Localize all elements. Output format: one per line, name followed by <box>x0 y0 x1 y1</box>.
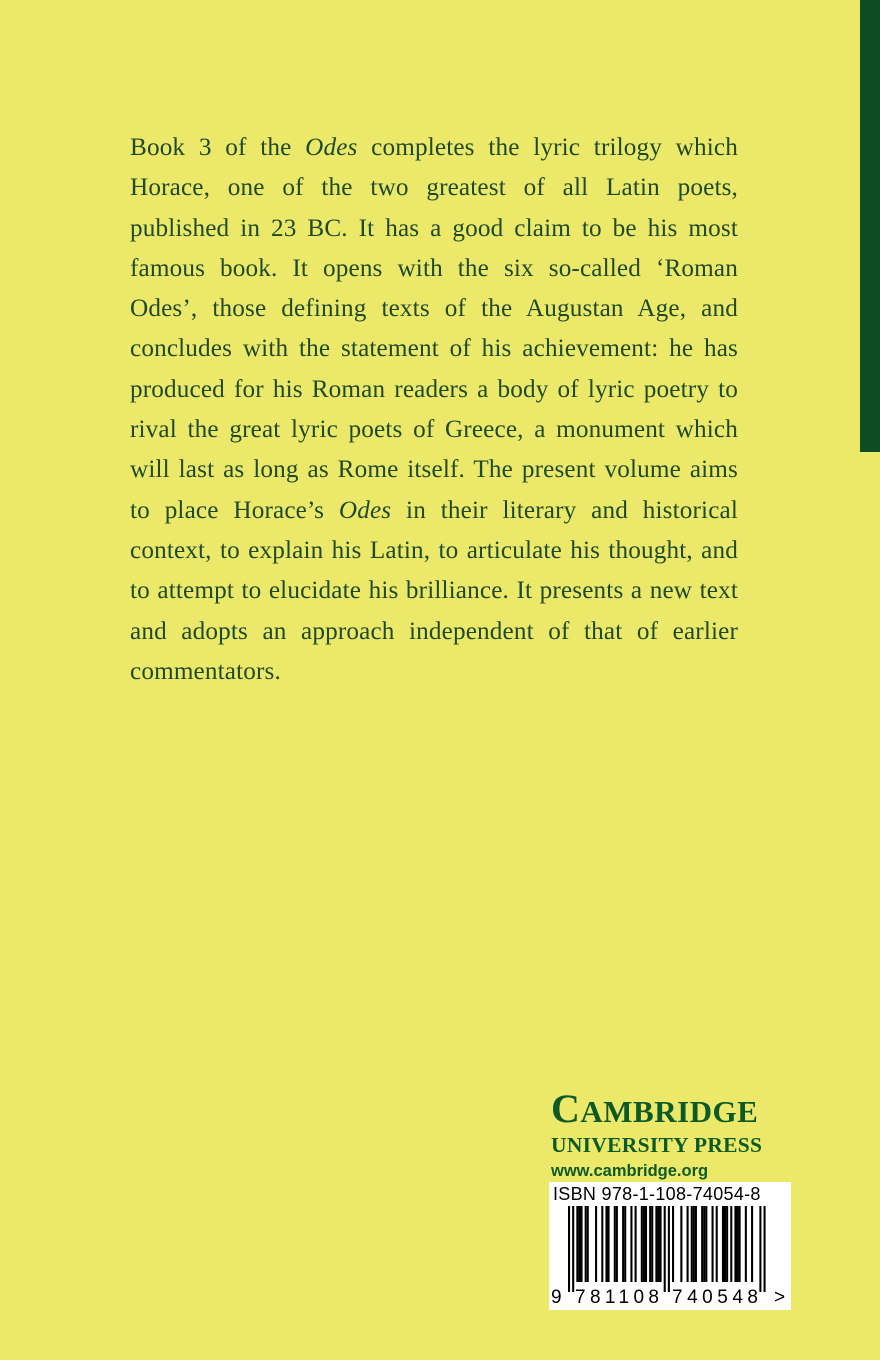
barcode-bar <box>722 1206 724 1282</box>
barcode-bar <box>622 1206 624 1282</box>
barcode-bar <box>580 1206 582 1282</box>
barcode-bar <box>695 1206 697 1282</box>
barcode-guard-bar <box>764 1206 766 1292</box>
barcode-bar <box>751 1206 753 1282</box>
barcode-bar <box>587 1206 589 1282</box>
barcode-bar <box>655 1206 657 1282</box>
barcode-bar <box>630 1206 632 1282</box>
barcode-bar <box>745 1206 747 1282</box>
publisher-name-initial: C <box>551 1086 581 1131</box>
barcode-bar <box>739 1206 741 1282</box>
publisher-name <box>551 1088 796 1133</box>
blurb-text-3: in their literary and historical context, to explain his Latin, to articulate his thought, and to attempt to elucidate his brilliance. It presents a new text and adopts an approach independent of that of earlier commentators. <box>130 496 738 685</box>
barcode-bar <box>635 1206 637 1282</box>
barcode-graphic <box>549 1182 791 1310</box>
barcode-bar <box>730 1206 732 1282</box>
barcode-right-digits: 740548 <box>672 1287 758 1308</box>
publisher-url: www.cambridge.org <box>551 1162 709 1180</box>
barcode-bar <box>624 1206 626 1282</box>
barcode-guard-bar <box>759 1206 761 1292</box>
blurb-text-1: Book 3 of the <box>130 134 306 161</box>
barcode-bar <box>608 1206 610 1282</box>
barcode-bar <box>705 1206 707 1282</box>
barcode-bar <box>585 1206 587 1282</box>
barcode-bar <box>649 1206 651 1282</box>
barcode-lead-digit: 9 <box>551 1287 562 1308</box>
barcode-bar <box>724 1206 726 1282</box>
barcode-bars <box>568 1206 766 1292</box>
isbn-label: ISBN 978-1-108-74054-8 <box>553 1184 761 1204</box>
barcode-bar <box>651 1206 653 1282</box>
barcode-bar <box>641 1206 643 1282</box>
blurb-text-2: completes the lyric trilogy which Horace, one of the two greatest of all Latin poets, published in 23 BC. It has a good claim to be his most famous book. It opens with the six so-called ‘Roman Odes’, those defining texts of the Augustan Age, and concludes with the statement of his achievement: he has produced for his Roman readers a body of lyric poetry to rival the great lyric poets of Greece, a monument which will last as long as Rome itself. The present volume aims to place Horace’s <box>130 134 738 524</box>
barcode-bar <box>645 1206 647 1282</box>
blurb-italic-title-1: Odes <box>305 134 358 161</box>
barcode-guard-bar <box>568 1206 570 1292</box>
barcode-bar <box>693 1206 695 1282</box>
barcode-bar <box>601 1206 603 1282</box>
barcode-bar <box>687 1206 689 1282</box>
barcode-bar <box>716 1206 718 1282</box>
barcode-bar <box>726 1206 728 1282</box>
barcode-bar <box>736 1206 738 1282</box>
barcode-bar <box>614 1206 616 1282</box>
isbn-barcode <box>549 1182 791 1310</box>
barcode-quiet-mark: > <box>774 1287 786 1308</box>
barcode-bar <box>703 1206 705 1282</box>
barcode-guard-bar <box>668 1206 670 1292</box>
barcode-bar <box>734 1206 736 1282</box>
barcode-bar <box>660 1206 662 1282</box>
publisher-subtitle: UNIVERSITY PRESS <box>551 1133 763 1157</box>
barcode-guard-bar <box>572 1206 574 1292</box>
barcode-bar <box>578 1206 580 1282</box>
barcode-bar <box>672 1206 674 1282</box>
barcode-bar <box>595 1206 597 1282</box>
barcode-bar <box>680 1206 682 1282</box>
barcode-bar <box>616 1206 618 1282</box>
barcode-bar <box>576 1206 578 1282</box>
back-cover-blurb <box>130 128 738 692</box>
spine-accent-bar <box>860 0 880 452</box>
barcode-bar <box>701 1206 703 1282</box>
barcode-bar <box>605 1206 607 1282</box>
barcode-left-digits: 781108 <box>575 1287 659 1308</box>
barcode-bar <box>712 1206 714 1282</box>
barcode-bar <box>643 1206 645 1282</box>
publisher-name-rest: AMBRIDGE <box>580 1094 759 1129</box>
barcode-bar <box>657 1206 659 1282</box>
barcode-guard-bar <box>664 1206 666 1292</box>
blurb-italic-title-2: Odes <box>338 496 392 524</box>
barcode-bar <box>691 1206 693 1282</box>
publisher-logo <box>551 1088 796 1185</box>
